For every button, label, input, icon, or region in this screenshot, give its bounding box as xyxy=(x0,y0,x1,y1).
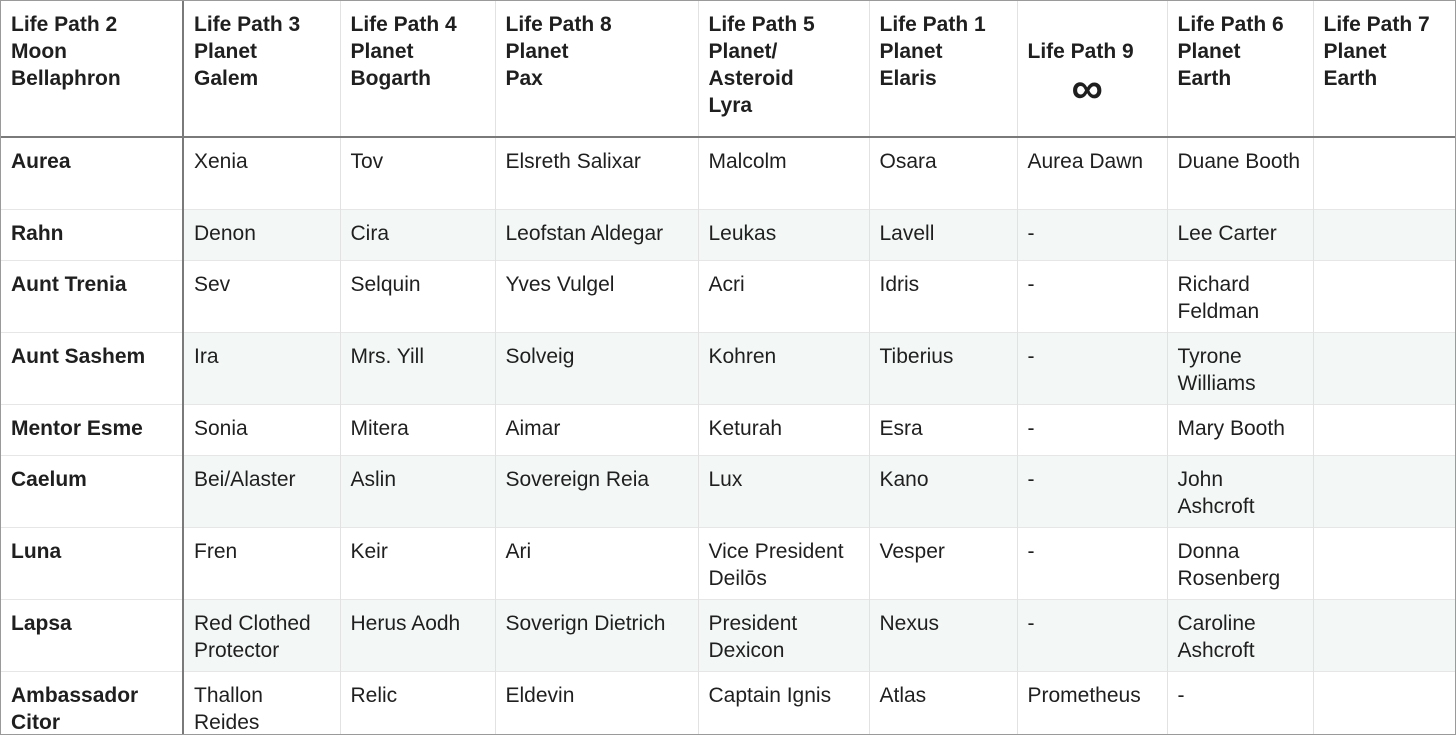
table-cell: Red Clothed Protector xyxy=(183,599,340,671)
table-cell: Atlas xyxy=(869,671,1017,735)
table-cell: Lee Carter xyxy=(1167,209,1313,260)
table-cell: Ira xyxy=(183,332,340,404)
header-life-path-1: Life Path 1 Planet Elaris xyxy=(869,1,1017,137)
table-cell: President Dexicon xyxy=(698,599,869,671)
table-cell: - xyxy=(1167,671,1313,735)
table-cell: - xyxy=(1017,404,1167,455)
table-cell: Idris xyxy=(869,260,1017,332)
table-cell: - xyxy=(1017,260,1167,332)
row-header-cell: Ambassador Citor xyxy=(1,671,183,735)
table-row xyxy=(1,332,1455,404)
table-cell: Osara xyxy=(869,137,1017,209)
table-cell: - xyxy=(1017,209,1167,260)
table-cell: Lavell xyxy=(869,209,1017,260)
table-cell: Tov xyxy=(340,137,495,209)
row-header-cell: Luna xyxy=(1,527,183,599)
table-cell: Relic xyxy=(340,671,495,735)
table-cell: Esra xyxy=(869,404,1017,455)
table-cell: Selquin xyxy=(340,260,495,332)
table-cell: Cira xyxy=(340,209,495,260)
table-cell: Caroline Ashcroft xyxy=(1167,599,1313,671)
header-life-path-5: Life Path 5 Planet/ Asteroid Lyra xyxy=(698,1,869,137)
header-life-path-2: Life Path 2 Moon Bellaphron xyxy=(1,1,183,137)
table-cell: Keturah xyxy=(698,404,869,455)
table-cell: Denon xyxy=(183,209,340,260)
table-cell: Ari xyxy=(495,527,698,599)
table-cell: Duane Booth xyxy=(1167,137,1313,209)
table-row xyxy=(1,455,1455,527)
table-cell: Solveig xyxy=(495,332,698,404)
table-cell: Mary Booth xyxy=(1167,404,1313,455)
row-header-cell: Aunt Sashem xyxy=(1,332,183,404)
table-cell xyxy=(1313,332,1455,404)
table-row xyxy=(1,527,1455,599)
row-header-cell: Lapsa xyxy=(1,599,183,671)
table-row xyxy=(1,599,1455,671)
table-cell: Nexus xyxy=(869,599,1017,671)
table-cell: Prometheus xyxy=(1017,671,1167,735)
header-life-path-4: Life Path 4 Planet Bogarth xyxy=(340,1,495,137)
row-header-cell: Rahn xyxy=(1,209,183,260)
table-cell: Herus Aodh xyxy=(340,599,495,671)
row-header-cell: Aunt Trenia xyxy=(1,260,183,332)
table-cell xyxy=(1313,527,1455,599)
table-cell: Aimar xyxy=(495,404,698,455)
table-cell: Sev xyxy=(183,260,340,332)
table-cell: Leofstan Aldegar xyxy=(495,209,698,260)
row-header-cell: Caelum xyxy=(1,455,183,527)
table-cell: John Ashcroft xyxy=(1167,455,1313,527)
header-life-path-6: Life Path 6 Planet Earth xyxy=(1167,1,1313,137)
table-cell: Malcolm xyxy=(698,137,869,209)
table-row xyxy=(1,137,1455,209)
table-cell: Tyrone Williams xyxy=(1167,332,1313,404)
header-life-path-3: Life Path 3 Planet Galem xyxy=(183,1,340,137)
row-header-cell: Aurea xyxy=(1,137,183,209)
table-cell xyxy=(1313,137,1455,209)
table-cell: - xyxy=(1017,332,1167,404)
table-cell: Aslin xyxy=(340,455,495,527)
infinity-icon: ∞ xyxy=(1071,64,1103,113)
table-cell: Tiberius xyxy=(869,332,1017,404)
table-row xyxy=(1,404,1455,455)
table-cell: Elsreth Salixar xyxy=(495,137,698,209)
table-cell: Vice President Deilōs xyxy=(698,527,869,599)
table-cell: Xenia xyxy=(183,137,340,209)
table-cell: Donna Rosenberg xyxy=(1167,527,1313,599)
header-life-path-9 xyxy=(1017,1,1167,137)
table-cell: Thallon Reides xyxy=(183,671,340,735)
table-cell: Eldevin xyxy=(495,671,698,735)
table-cell: Sonia xyxy=(183,404,340,455)
table-cell: Captain Ignis xyxy=(698,671,869,735)
row-header-cell: Mentor Esme xyxy=(1,404,183,455)
table-cell xyxy=(1313,209,1455,260)
table-cell: Bei/Alaster xyxy=(183,455,340,527)
table-cell xyxy=(1313,404,1455,455)
header-life-path-7: Life Path 7 Planet Earth xyxy=(1313,1,1455,137)
table-cell: Fren xyxy=(183,527,340,599)
life-path-table xyxy=(1,1,1455,735)
header-row xyxy=(1,1,1455,137)
table-cell: Soverign Dietrich xyxy=(495,599,698,671)
table-cell: - xyxy=(1017,455,1167,527)
table-cell: Vesper xyxy=(869,527,1017,599)
header-life-path-9-label: Life Path 9 xyxy=(1027,40,1134,63)
table-cell xyxy=(1313,671,1455,735)
table-cell: - xyxy=(1017,599,1167,671)
table-cell: Mrs. Yill xyxy=(340,332,495,404)
table-cell: Kano xyxy=(869,455,1017,527)
table-cell: Acri xyxy=(698,260,869,332)
table-cell: - xyxy=(1017,527,1167,599)
table-cell: Aurea Dawn xyxy=(1017,137,1167,209)
table-cell: Richard Feldman xyxy=(1167,260,1313,332)
table-cell xyxy=(1313,455,1455,527)
table-cell: Leukas xyxy=(698,209,869,260)
table-row xyxy=(1,671,1455,735)
header-life-path-8: Life Path 8 Planet Pax xyxy=(495,1,698,137)
table-cell: Sovereign Reia xyxy=(495,455,698,527)
table-cell: Mitera xyxy=(340,404,495,455)
table-row xyxy=(1,209,1455,260)
table-cell xyxy=(1313,260,1455,332)
table-body xyxy=(1,137,1455,735)
table-cell xyxy=(1313,599,1455,671)
table-cell: Keir xyxy=(340,527,495,599)
table-cell: Kohren xyxy=(698,332,869,404)
table-cell: Lux xyxy=(698,455,869,527)
table-row xyxy=(1,260,1455,332)
table-cell: Yves Vulgel xyxy=(495,260,698,332)
